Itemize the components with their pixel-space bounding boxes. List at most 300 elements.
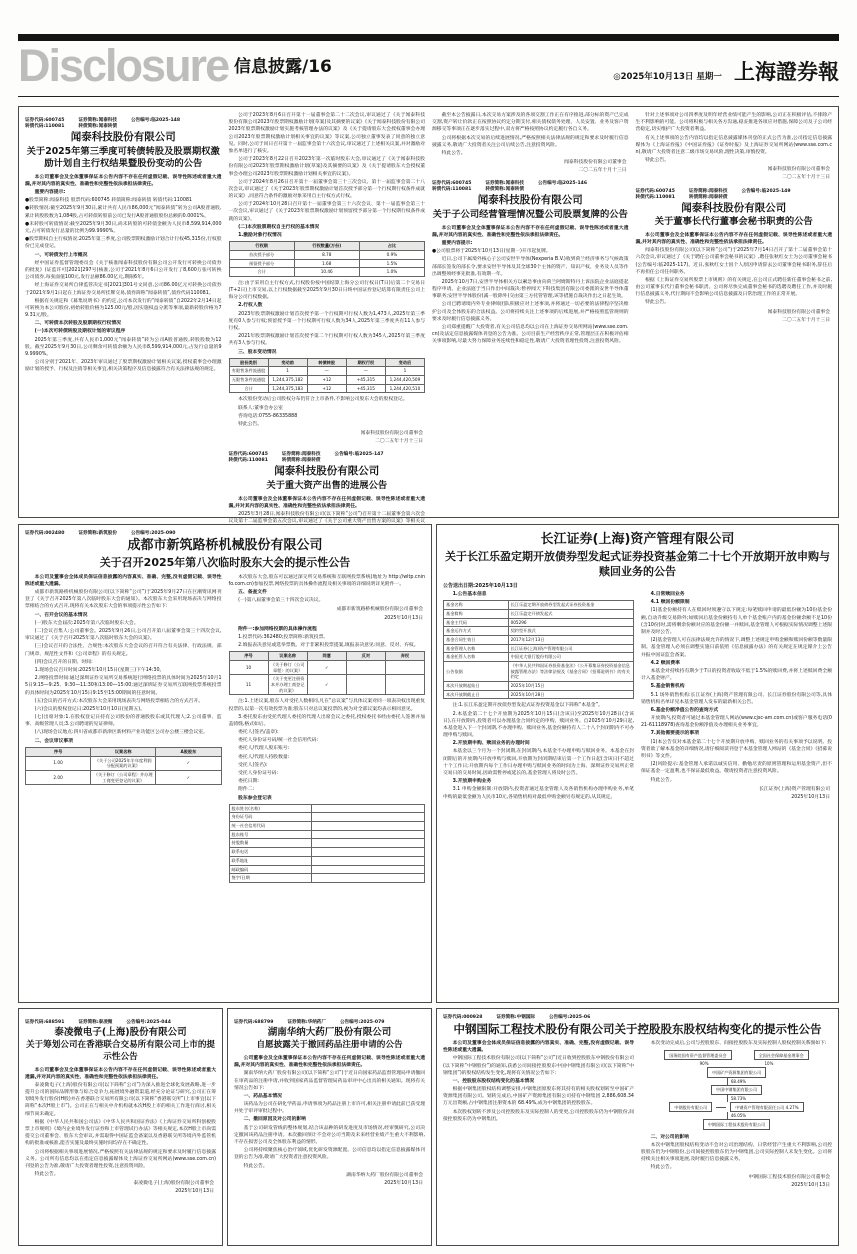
section-heading: 1.公告基本信息 [452,592,487,598]
stock-meta-item: 证券代码:600745 [432,181,472,187]
table-row [444,681,634,690]
table-cell: 股东姓名(名称) [229,804,311,813]
signature-block [25,1180,214,1196]
column-1 [443,591,634,1007]
paragraph: 本次中钢集团股权结构变动不会对公司治理结构、日常经营产生重大不利影响,公司控股股东仍为中钢股份,公司间接控股股东仍为中钢集团,公司实际控制人未发生变化。公司将持续关注相关事项进展,及时履行信息披露义务。 [641,1142,832,1163]
table-row [26,770,222,784]
column-3 [432,112,629,510]
table-cell: 合计 [229,384,268,393]
masthead [18,40,839,94]
disclosure-logo: Disclosure [18,40,229,91]
table-cell: 基金管理人名称 [444,644,509,653]
paragraph: 根据中钢集团股权结构调整安排,中钢集团原股东将其持有的相关股权划转至中国矿产资源集团有限公司。划转完成后,中国矿产资源集团有限公司持有中钢集团 2,886,608.34 万元出资额,占中钢集团注册资本的 68.49%,成为中钢集团的控股股东。 [443,1087,634,1107]
table-cell: 首次授予部分 [229,250,294,259]
stock-meta-item: 公告编号:2025-079 [339,1020,385,1025]
telink-announcement-box [18,1008,223,1246]
signature-line: 2025年10月13日 [384,1180,423,1186]
table-header-cell: 占比 [359,242,424,251]
stock-meta-item: 证券简称:华纳药厂 [287,1020,326,1025]
signature-line: 二〇二五年十月十三日 [578,168,627,174]
paragraph: 公司将持续聚焦核心治疗领域,优化研发资源配置。公司信息均以指定信息披露媒体刊登的公告为准,敬请广大投资者注意投资风险。 [234,1148,425,1161]
paragraph: 截至本公告披露日,本次交易方案涉及的各项交割工作正在有序推进,部分标的资产已完成交割,资产转让价款正在按照协议约定分期支付,相关债权债务处理、人员安置、业务及客户资源移交等事项正在逐步落实过程中,双方将严格按照协议约定履行各自义务。 [432,113,629,133]
org-side-node: 中钢资产管理有限责任公司 4.27% [730,1102,803,1112]
text-line: 特此公告。 [650,777,675,783]
org-edge [727,1095,746,1102]
disclaimer-paragraph: 本公司董事会及全体董事保证本公告内容不存在任何虚假记载、误导性陈述或者重大遗漏,并对其内容的真实性、准确性和完整性依法承担法律责任。 [635,232,832,245]
section-heading: 4.2 赎回费率 [650,660,680,666]
data-table [229,358,426,394]
table-cell [385,675,424,695]
section-heading: 三、股本变动情况 [238,349,277,355]
stock-meta-item: 转债简称:闻泰转债 [78,124,117,129]
section-heading: (二)本次股票期权自主行权的基本情况 [238,224,320,230]
table-cell [311,830,424,839]
paragraph: 成都市新筑路桥机械股份有限公司(以下简称“公司”)于2025年9月27日在巨潮资讯网刊登了《关于召开2025年第八次临时股东大会的通知》。本次股东大会采用现场表决与网络投票相结合的方式召开,现将有关本次股东大会的事项提示性公告如下: [25,590,222,610]
text-line: 咨询电话:0755-86335888 [238,413,298,419]
table-header-cell: 议案名称 [91,747,156,756]
stock-meta [229,451,426,463]
table-cell: 1 [268,367,307,376]
table-row [444,618,634,627]
section-heading: 重要内容提示: [34,190,66,196]
table-cell [311,822,424,831]
paragraph: 开放期内,投资者可通过本基金管理人网站(www.cjsc-am.com.cn)或客户服务电话(021-61118978)查询基金份额净值及办理相关业务事宜。 [641,716,832,729]
table-cell: 《关于修订〈公司章程〉并办理工商变更登记的议案》 [91,770,156,784]
table-header-cell: 序号 [26,747,91,756]
section-heading: 1.激励对象行权情况 [238,233,282,238]
org-edge [727,1078,746,1085]
table-cell: 005296 [508,618,633,627]
stock-meta-item: 公告编号:临2025-148 [130,118,181,123]
table-row [229,268,425,277]
column-2 [229,574,426,990]
table-cell: 1.0% [359,268,424,277]
bullet-item: ●未转股可转债情况:截至2025年9月30日,尚未转股的可转债金额为人民币8,599,914,000元,占可转债发行总量的比例为99.9990%。 [25,221,222,235]
paragraph: (2)风险提示:基金管理人承诺以诚实信用、勤勉尽责的原则管理和运用基金资产,但不保证基金一定盈利,也不保证最低收益。敬请投资者注意投资风险。 [641,762,832,775]
stock-meta-item: 证券代码:002480 [25,531,65,536]
table-cell: 基金简称 [444,609,509,618]
paper-name-logo: 上海證券報 [734,59,839,84]
column-1 [25,112,222,510]
table-row [229,376,425,385]
company-name: 闻泰科技股份有限公司 [70,131,176,143]
table-cell: 公告依据 [444,661,509,681]
article-header [25,530,425,571]
stock-meta-item: 公告编号:2025-090 [130,531,176,536]
company-name: 湖南华纳大药厂股份有限公司 [267,1027,392,1038]
paragraph: 1.投票代码:362480;投票简称:新筑投票。 [238,634,329,640]
section-heading: 二、会议审议事项 [34,738,73,744]
table-row [444,601,634,610]
org-top-row [664,1050,808,1060]
table-cell: +45,315 [346,376,385,385]
company-name: 闻泰科技股份有限公司 [477,194,583,207]
announcement-title: 关于子公司经营管理情况暨公司股票复牌的公告 [432,209,628,221]
four-column-layout [25,112,832,525]
section-heading: 2.行权人数 [238,303,263,309]
issue-date: ◎2025年10月13日 星期一 [613,72,722,82]
text-line: 受托人身份证号码: [238,771,279,777]
table-row [229,830,425,839]
disclaimer-paragraph: 本公司及董事会全体成员保证信息披露的内容真实、准确、完整,没有虚假记载、误导性陈述或重大遗漏。 [25,574,222,587]
stock-meta-item: 转债代码:110081 [635,194,675,200]
data-table [229,651,426,695]
paragraph: (1)基金份额持有人在赎回时须遵守以下规定:每笔赎回申请的最低份额为10份基金份额,自动升级交易除外;如赎回后基金份额持有人单个基金账户内的基金份额余额不足10份(含10份)时,需将剩余份额对应的基金份额一并赎回,基金管理人可根据实际情况调整上述限制并及时公告。 [641,608,832,636]
text-line: 委托人(签名/盖章): [238,730,279,736]
table-cell: — [346,367,385,376]
text-line: 委托人/代理人股东账号: [238,746,290,752]
changjiang-fund-announcement-box [436,524,839,1003]
table-cell [385,661,424,675]
signature-block [636,309,831,325]
signature-line: 长江证券(上海)资产管理有限公司 [759,786,830,792]
bullet-item: ●转股情况:截至2025年9月30日,累计共有人民币86,000元“闻泰转债”转为公司A股普通股,累计转股股数为1,084股,占可转债转股前公司已发行A股普通股股份总额的0.0001%。 [25,206,222,219]
paragraph: 本基金对持续持有期少于7日的投资者收取不低于1.5%的赎回费,并将上述赎回费全额计入基金财产。 [641,668,832,682]
org-top-percents [700,1061,774,1066]
stock-meta [25,1019,216,1025]
warner-pharma-announcement-box [227,1008,432,1246]
table-row [229,804,425,813]
section-heading: 二、对公司的影响 [650,1134,689,1140]
table-cell [311,865,424,874]
disclaimer-paragraph: 本公司董事会及全体董事保证本公告内容不存在任何虚假记载、误导性陈述或者重大遗漏,并对其内容的真实性、准确性和完整性依法承担法律责任。 [25,174,222,187]
section-heading: 2.开放期申购、赎回业务的办理时间 [452,741,530,747]
announcement-title: 关于重大资产出售的进展公告 [266,480,388,492]
paragraph: 公司郑重提醒广大投资者,有关公司信息均以公司在上海证券交易所网站(www.sse.com.cn)及法定信息披露媒体刊登的公告为准。公司目前生产经营秩序正常,管理层正在积极评估相关事项影响,尽最大努力保障业务连续性和稳定性,敬请广大投资者理性投资,注意投资风险。 [432,325,629,345]
announcement-title: 关于长江乐盈定期开放债券型发起式证券投资基金第二十七个开放期开放申购与赎回业务的公告 [445,549,830,578]
section-heading: 3.开放期申购业务 [452,779,492,785]
stock-meta-item: 转债代码:110081 [25,124,65,129]
paragraph: 3.委托股东由受托代理人委托的代理人出席会议之委托,授权委托书经由委托人签署并加盖骑缝,格式如后。 [228,714,425,727]
article-header [443,1014,832,1037]
wingtech-announcements-box [18,106,839,525]
table-cell: 无限售条件流通股 [229,376,268,385]
column-2 [641,591,832,1007]
table-cell: ✓ [307,675,346,695]
column-1 [443,1040,634,1236]
table-cell [311,856,424,865]
company-name: 长江证券(上海)资产管理有限公司 [540,532,735,547]
signature-block [432,159,627,175]
bullet-item: ●股票简称:闻泰科技 股票代码:600745 转债简称:闻泰转债 转债代码:110081 [25,198,192,204]
signature-block [229,606,424,622]
connector-line [727,1095,728,1102]
stock-meta-item: 证券简称:闻泰科技 [485,181,524,187]
org-node: 中国中钢集团有限公司 [711,1085,762,1095]
table-cell: 身份证号码 [229,813,311,822]
equity-structure-chart [641,1050,832,1130]
connector-line [727,1078,728,1085]
signature-line: 闻泰科技股份有限公司董事会 [564,160,627,166]
table-header-cell: 行权期 [229,242,294,251]
table-cell: 1 [385,367,424,376]
paragraph: 湖南华纳大药厂股份有限公司(以下简称“公司”)于近日向国家药品监督管理局申请撤回在审药品的注册申请,并收到国家药品监督管理局药品审评中心出具的相关通知。现将有关情况公告如下: [234,1071,425,1091]
signature-line: 二〇二五年十月十三日 [782,175,830,181]
table-cell: 1,244,420,509 [385,376,424,385]
announcement-title: 关于2025年第三季度可转债转股及股票期权激励计划自主行权结果暨股份变动的公告 [26,145,220,170]
paragraph: 2023年股票期权激励计划首次授予第一个行权期可行权人数为1,473人,2025年第三季度有0人参与行权;预留授予第一个行权期可行权人数为34人,2025年第三季度共有11人参与行权。 [228,311,425,331]
paragraph: 中钢国际工程技术股份有限公司(以下简称“公司”)近日收到控股股东中钢股份有限公司(以下简称“中钢股份”)的通知,获悉公司间接控股股东中国中钢集团有限公司(以下简称“中钢集团”)的股权结构发生变化,现将有关情况公告如下: [443,1056,634,1076]
table-cell: 统一社会信用代码 [229,822,311,831]
paragraph: 有关上述事项的公告内容均以指定信息披露媒体刊登的正式公告为准,公司指定信息披露媒体为《上海证券报》《中国证券报》《证券时报》及上海证券交易所网站(www.sse.com.cn),敬请广大投资者注意二级市场交易风险,理性决策,审慎投资。 [635,135,832,155]
table-row [444,661,634,681]
column-4 [636,112,833,510]
paragraph: (1)本公告仅对本基金第二十七个开放期开放申购、赎回业务的有关事项予以说明。投资者欲了解本基金的详细情况,请仔细阅读刊登于本基金管理人网站的《基金合同》《招募说明书》等文件。 [641,739,833,760]
table-row [229,839,425,848]
signature-line: 泰凌微电子(上海)股份有限公司董事会 [133,1181,214,1187]
section-heading: 一、控股股东股权结构变化的基本情况 [452,1078,535,1084]
paragraph: (五)会议的召开方式:本次股东大会采用现场表决与网络投票相结合的方式召开。 [34,698,204,704]
table-row [229,813,425,822]
table-cell: 1,244,375,183 [268,384,307,393]
paragraph: 2.本基金第二十七个开放期为2025年10月15日(含该日)至2025年10月28日(含该日),在开放期内,投资者可以办理基金合同约定的申购、赎回业务。自2025年10月29日起,本基金进入下一个封闭期,不办理申购、赎回业务,基金份额持有人二十八个封闭期内不可办理申购与赎回。 [443,711,634,739]
data-table [25,747,222,785]
masthead-right [613,56,839,86]
table-cell: 长江证券(上海)资产管理有限公司 [508,644,633,653]
section-heading: 一、可转债发行上市概况 [34,252,88,258]
text-line: 本次变动完成后,公司与控股股东、间接控股股东及实际控制人股权控制关系图如下: [650,1040,827,1046]
table-row [229,367,425,376]
company-name: 泰凌微电子(上海)股份有限公司 [54,1027,187,1038]
bullet-item: ●公司股票将于2025年10月13日(星期一)开市起复牌。 [432,249,551,255]
table-cell: 2.00 [26,770,91,784]
text-line: 委托人身份证号码/统一社会信用代码: [238,738,319,744]
table-cell: 1,244,420,510 [385,384,424,393]
stock-meta [234,1019,425,1025]
table-cell: 《关于公司2025年半年度利润分配预案的议案》 [91,756,156,770]
table-cell: 1.5% [359,259,424,268]
stock-meta [636,188,833,200]
ownership-percent: 90% [699,1061,709,1067]
table-cell [311,874,424,883]
stock-meta-row [636,194,833,200]
stock-meta-item: 证券代码:600745 [228,452,268,458]
company-name: 闻泰科技股份有限公司 [274,465,380,478]
announcement-title: 自愿披露关于撤回药品注册申请的公告 [256,1040,403,1051]
table-header-row [229,242,425,251]
stock-meta [25,117,222,129]
paragraph: 公司于2023年8月6日召开第十一届董事会第二十二次会议,审议通过了《关于闻泰科技股份有限公司2023年股票期权激励计划(草案)及其摘要的议案》《关于闻泰科技股份有限公司2023年股票期权激励计划实施考核管理办法的议案》及《关于提请股东大会授权董事会办理公司2023年股票期权激励计划相关事宜的议案》等议案,公司独立董事发表了同意的独立意见。同时,公司于同日召开第十一届监事会第十六次会议,审议通过了上述相关议案,并对激励对象名单进行了核实。 [228,113,425,154]
column-2 [228,112,426,525]
ownership-percent: 46.05% [730,1113,747,1119]
section-heading: 五、备查文件 [238,590,267,596]
table-cell: 11 [229,675,268,695]
paragraph: (八)现场会议地点:四川省成都市新津区新材料产业功能区公司办公楼三楼会议室。 [34,730,208,736]
disclaimer-paragraph: 本公司董事会及全体董事保证本公告内容不存在任何虚假记载、误导性陈述或者重大遗漏,并对其内容的真实性、准确性和完整性依法承担法律责任。 [25,1067,216,1080]
table-row [229,856,425,865]
text-line: 特此公告。 [441,150,466,156]
paragraph: 公司已聘请境内外专业律师团队积极应对上述事项,并将通过一切必要的法律程序坚决维护公司及全体股东的合法权益。公司将持续关注上述事项的后续进展,并严格按照监管规则的要求及时履行信息披露义务。 [432,302,629,322]
paragraph: 公司于2024年8月26日召开第十一届董事会第三十三次会议、第十一届监事会第二十八次会议,审议通过了《关于2023年股票期权激励计划首次授予部分第一个行权期行权条件成就的议案》,同意符合条件的激励对象采用自主行权方式行权。 [228,179,425,200]
sinosteel-announcement-box [436,1008,839,1246]
table-row [229,661,425,675]
paragraph: 根据《中华人民共和国公司法》《中华人民共和国证券法》《上海证券交易所科创板股票上市规则》《境内企业境外发行证券和上市管理试行办法》等相关规定,本次H股上市尚需提交公司董事会、股东大会审议,并需取得中国证监会备案以及香港联交所等境内外监管机构的批准或核准,能否实施及最终实施时间均存在不确定性。 [25,1119,216,1147]
table-cell: 2025年10月28日 [508,690,633,699]
table-row [444,644,634,653]
table-header-row [229,358,425,367]
text-line: 受托人(签名): [238,762,268,768]
stock-meta-item: 公告编号:2025-06 [548,1015,591,1020]
two-column-layout [443,1040,832,1236]
stock-meta-item: 证券简称:新筑股份 [78,531,117,536]
stock-meta-item: 公告编号:2025-044 [126,1020,171,1025]
table-header-cell: 序号 [229,652,268,661]
article-header [443,532,832,590]
table-header-cell: 期权行权 [346,358,385,367]
paragraph: 根据有关规定和《募集说明书》的约定,公司本次发行的“闻泰转债”自2022年2月14日起可转换为本公司股份,初始转股价格为125.00元/股,因实施权益分派等事项,最新转股价格为79.31元/股。 [25,298,222,319]
text-line: 附件二: [238,787,255,793]
org-edge [727,1112,746,1119]
table-cell [311,813,424,822]
bullet-item: ●股票期权自主行权情况:2025年第三季度,公司股票期权激励计划合计行权45,315份,行权股份已完成登记。 [25,237,222,250]
section-heading: 4.1 赎回份额限制 [650,600,690,606]
table-row [229,874,425,883]
table-row [26,756,222,770]
section-heading: 二、撤回原因及对公司的影响 [243,1117,306,1123]
signature-block [641,1174,830,1190]
table-cell: 0.9% [359,250,424,259]
table-cell: 本次开放期起始日 [444,681,509,690]
text-line: 特此公告。 [645,300,670,306]
stock-meta-item: 证券代码:600745 [635,188,675,194]
signature-line: 2025年10月13日 [791,1182,830,1188]
stock-meta-row [432,186,629,192]
signature-block [234,1172,423,1188]
table-cell [311,839,424,848]
section-heading: 重要内容提示: [441,240,473,246]
table-header-cell: 行权数量(万份) [294,242,359,251]
data-table [229,804,426,883]
ownership-percent: 68.49% [730,1078,747,1084]
stock-meta-row [234,1019,425,1025]
table-header-cell: 议案名称 [268,652,307,661]
paragraph: 2.网络投票时间:通过深圳证券交易所交易系统进行网络投票的具体时间为2025年10月15日9:15—9:25、9:30—11:30和13:00—15:00;通过深圳证券交易所互联网投票系统投票的具体时间为2025年10月15日9:15至15:00期间的任意时间。 [25,676,222,696]
table-cell: ✓ [156,756,221,770]
two-column-layout [25,574,425,990]
table-cell [311,848,424,857]
table-cell: 《关于变更注册资本并办理工商登记的议案》 [268,675,307,695]
announcement-title: 关于筹划公司在香港联合交易所有限公司上市的提示性公告 [25,1040,216,1062]
table-cell: +12 [307,384,346,393]
stock-meta-item: 转债代码:110081 [228,458,268,464]
stock-meta-row [443,1014,832,1020]
table-row [444,690,634,699]
stock-meta-row [25,123,222,129]
paragraph: 2025年3月28日,闻泰科技股份有限公司(以下简称“公司”)召开第十二届董事会第六次会议及第十二届监事会第五次会议,审议通过了《关于公司重大资产出售方案的议案》等相关议 [228,512,425,525]
text-line: 特此公告。 [34,1172,59,1178]
table-header-cell: 变动前 [268,358,307,367]
signature-line: 2025年10月13日 [175,1189,214,1195]
table-cell: 长江乐盈定期开放债券型发起式证券投资基金 [508,601,633,610]
section-heading: 二、可转债本次转股及股票期权行权情况 [34,321,121,327]
table-cell: 有限售条件流通股 [229,367,268,376]
stock-meta-row [25,530,425,536]
paragraph: 公司于2024年10月28日召开第十一届董事会第三十六次会议、第十一届监事会第三十一次会议,审议通过了《关于2023年股票期权激励计划预留授予部分第一个行权期行权条件成就的议案》。 [228,202,425,222]
table-row [444,627,634,636]
org-node: 国务院国有资产监督管理委员会 [664,1050,731,1060]
table-row [229,865,425,874]
paragraph: 公司将根据本次交易的后续进展情况,严格按照相关法律法规的规定和要求及时履行信息披露义务,敬请广大投资者关注公司后续公告,注意投资风险。 [432,135,629,148]
table-row [444,635,634,644]
text-line: 委托日期: [238,779,259,785]
section-heading: 4.日常赎回业务 [650,592,685,598]
single-column [234,1019,425,1245]
paragraph: (七)出席对象:1.在股权登记日持有公司股份的普通股股东或其代理人;2.公司董事、监事、高级管理人员;3.公司聘请的见证律师。 [25,715,222,728]
stock-meta-item: 公告编号:临2025-149 [741,188,791,194]
column-1 [25,574,222,990]
disclaimer-paragraph: 本公司董事会及全体董事保证本公告内容不存在任何虚假记载、误导性陈述或者重大遗漏,并对其内容的真实性、准确性和完整性依法承担法律责任。 [228,496,425,509]
section-heading: 7.其他需要提示的事项 [650,731,699,737]
signature-block [641,786,830,802]
stock-meta-item: 证券简称:闻泰科技 [78,118,117,123]
table-cell: +12 [307,376,346,385]
table-cell: 签字/日期 [229,874,311,883]
stock-meta [25,530,425,536]
signature-line: 2025年10月13日 [384,615,423,621]
table-cell: 《关于修订〈公司章程〉的议案》 [268,661,307,675]
text-line: 特此公告。 [650,1165,675,1171]
paragraph: 2.填报表决意见或选举票数。对于非累积投票提案,填报表决意见:同意、反对、弃权。 [238,643,419,649]
text-line: 特此公告。 [238,422,263,427]
signature-block [229,430,424,446]
table-cell: 8.78 [294,250,359,259]
table-cell: 2025年10月15日 [508,681,633,690]
table-cell [311,804,424,813]
column-2 [641,1040,832,1236]
table-cell: 1.68 [294,259,359,268]
signature-line: 湖南华纳大药厂股份有限公司董事会 [346,1172,423,1178]
paragraph: 2021年股票期权激励计划首次授予第二个行权期可行权人数为345人,2025年第三季度共有3人参与行权。 [228,334,425,347]
paragraph: 2025年10月7日,安世半导体相关方以紧急事由向荷兰阿姆斯特丹上诉法院企业法庭提起程序申请。企业法庭于当日作出中间裁决:暂停闻天下科技集团有限公司委派的安世半导体董事职务;安世半导体股份(减一股除外)交由第三方托管管理,该等措施自裁决作出之日起生效。 [432,279,629,300]
section-heading: 5.基金销售机构 [650,684,685,690]
table-cell: 1.00 [26,756,91,770]
table-header-cell: 同意 [307,652,346,661]
masthead-divider [18,96,839,97]
table-cell: 基金托管人名称 [444,653,509,662]
table-row [229,822,425,831]
stock-meta-item: 证券简称:闻泰科技 [281,452,321,458]
section-heading: 股东参会登记表 [238,795,272,801]
paragraph: 本次股份变动后公司股权分布仍符合上市条件,不影响公司股东大会的股权登记。 [238,397,408,403]
table-cell: 持股数量 [229,839,311,848]
table-header-cell: 反对 [346,652,385,661]
paragraph: 本次股东大会,股东可以通过深交所交易系统和互联网投票系统(地址为 http://wltp.cninfo.com.cn)参加投票,网络投票的具体操作流程及相关事项的详细说明详见附件一。 [228,574,425,587]
two-column-layout [443,591,832,1007]
org-node-with-branch [669,1102,803,1112]
table-cell: 《中华人民共和国证券投资基金法》《公开募集证券投资基金信息披露管理办法》等法律法规及《基金合同》《招募说明书》的有关约定 [508,661,633,681]
ownership-percent: 10% [764,1061,774,1067]
table-row [229,259,425,268]
stock-meta-item: 证券简称:泰凌微 [78,1020,113,1025]
table-row [444,653,634,662]
table-cell: 长江乐盈定开债发起式 [508,609,633,618]
table-cell: 联系地址 [229,856,311,865]
paragraph: 公司于2023年8月22日召开2023年第一次临时股东大会,审议通过了《关于闻泰科技股份有限公司2023年股票期权激励计划(草案)及其摘要的议案》及《关于提请股东大会授权董事会办理公司2023年股票期权激励计划相关事宜的议案》。 [228,157,425,177]
table-cell: 股东账号 [229,830,311,839]
section-title: 信息披露/16 [234,57,332,77]
announcement-title: 关于董事长代行董事会秘书职责的公告 [654,216,813,228]
signature-line: 闻泰科技股份有限公司董事会 [360,431,423,437]
connector-line [716,1107,726,1108]
paragraph: (一)股东大会届次:2025年第八次临时股东大会。 [34,620,139,626]
paragraph: (2)基金管理人可在法律法规允许的情况下,调整上述规定申购金额和赎回份额等数量限制。基金管理人必须在调整实施日前依照《信息披露办法》的有关规定在规定媒介上公告并报中国证监会备案。 [641,638,832,658]
table-cell: 1,244,375,182 [268,376,307,385]
paragraph: 泰凌微电子(上海)股份有限公司(以下简称“公司”)为深入推进全球化发展战略,进一步提升公司的国际品牌形象与综合竞争力,拓展境外融资渠道,经充分论证与研究,公司正在筹划境外发行股份(H股)并在香港联合交易所有限公司(以下简称“香港联交所”)上市事宜(以下简称“本次H股上市”)。公司正在与相关中介机构就本次H股上市的相关工作进行商讨,相关细节尚未确定。 [25,1082,216,1117]
paragraph: 针对上述事项对公司四季度及明年经营业绩可能产生的影响,公司正在积极评估,不排除产生不利影响的可能。公司将积极与相关各方沟通,稳妥推进各项应对措施,保障公司及子公司经营稳定,切实维护广大投资者利益。 [635,113,832,133]
paragraph: 本基金以三个月为一个封闭期,在封闭期内,本基金不办理申购与赎回业务。本基金在封闭期后的开放期内开放申购与赎回,开放期为封闭期结束后第一个工作日起(含该日)不超过十个工作日;开放期内每个工作日办理申购与赎回业务的时间为上海、深圳证券交易所正常交易日的交易时间,因故需暂停或延长的,基金管理人将及时公告。 [443,749,634,777]
table-header-cell: 转债转股 [307,358,346,367]
signature-line: 二〇二五年十月十三日 [375,439,423,445]
